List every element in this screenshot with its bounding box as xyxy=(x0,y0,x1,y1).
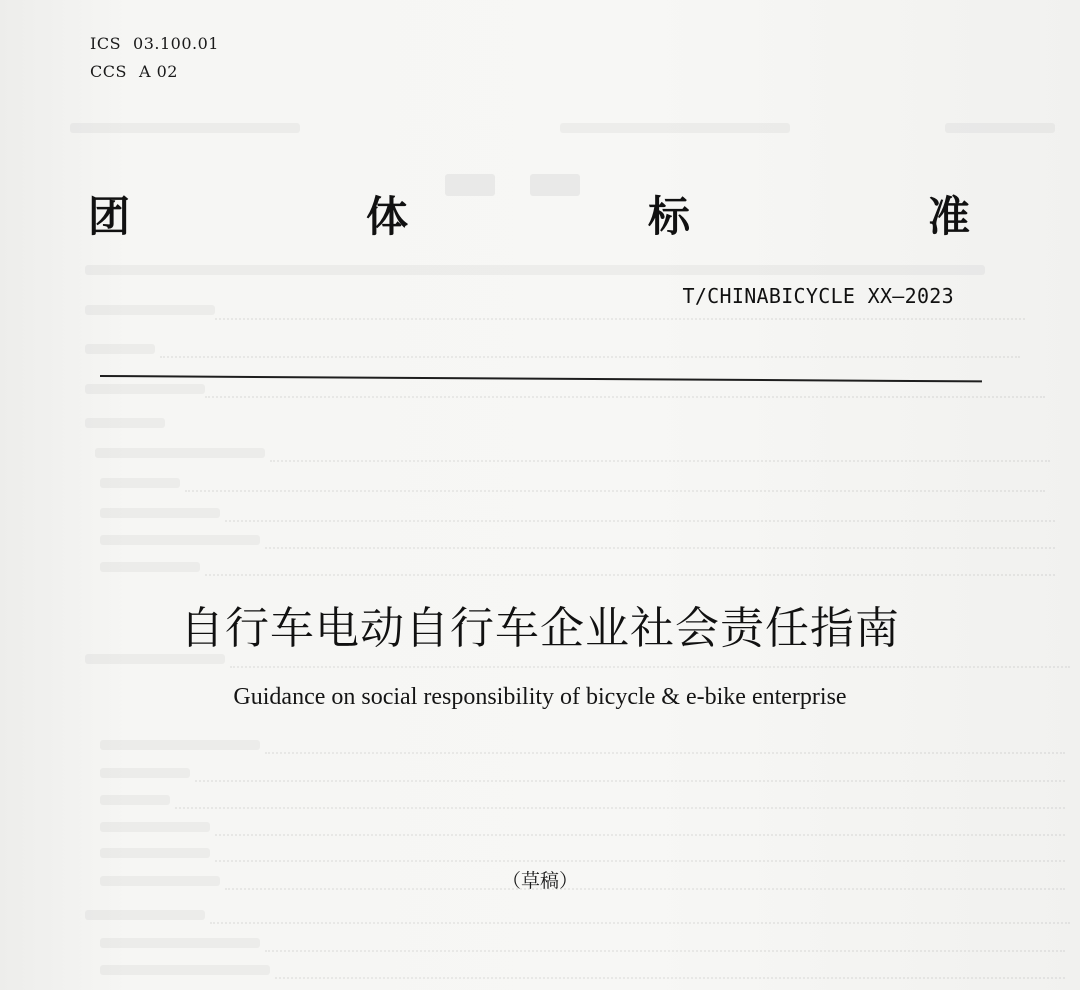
standard-number: T/CHINABICYCLE XX—2023 xyxy=(682,284,954,308)
standard-type-char-1: 团 xyxy=(88,192,131,241)
ics-label: ICS xyxy=(90,34,122,53)
ics-code xyxy=(90,34,219,53)
standard-type-char-4: 准 xyxy=(928,192,971,241)
draft-status: （草稿） xyxy=(501,870,578,892)
header-divider xyxy=(100,375,982,382)
ccs-label: CCS xyxy=(90,62,127,81)
standard-type-char-2: 体 xyxy=(366,192,409,241)
standard-type-char-3: 标 xyxy=(648,192,691,241)
chinese-title: 自行车电动自行车企业社会责任指南 xyxy=(180,603,900,654)
ccs-code xyxy=(90,62,178,81)
ics-value: 03.100.01 xyxy=(133,34,219,53)
ccs-value: A 02 xyxy=(138,62,178,81)
english-title: Guidance on social responsibility of bicycle & e-bike enterprise xyxy=(233,684,847,710)
